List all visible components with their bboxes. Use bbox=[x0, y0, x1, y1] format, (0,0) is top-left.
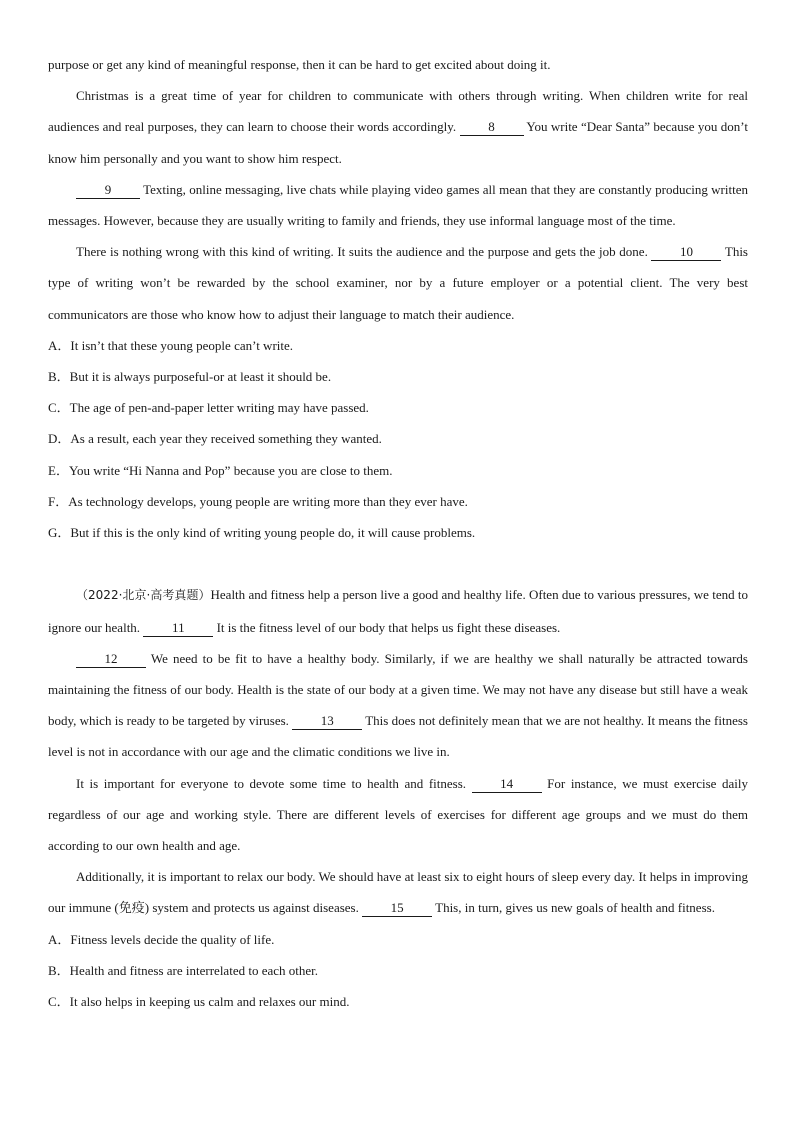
option-a: A．Fitness levels decide the quality of life. bbox=[48, 931, 275, 947]
blank-14[interactable]: 14 bbox=[472, 776, 542, 793]
paragraph-text: It is the fitness level of our body that helps us fight these diseases. bbox=[213, 619, 561, 635]
paragraph-text: This, in turn, gives us new goals of health and fitness. bbox=[432, 900, 715, 916]
option-g: G．But if this is the only kind of writing young people do, it will cause problems. bbox=[48, 525, 476, 541]
paragraph-text: This type of writing won’t be rewarded by the school examiner, nor by a future employer or a potential client. The very best communicators are those who know how to adjust their language to match their audience. bbox=[48, 244, 748, 322]
blank-8[interactable]: 8 bbox=[460, 119, 524, 136]
paragraph-text: Additionally, it is important to relax our body. We should have at least six to eight hours of sleep every day. It helps in improving our immune (免疫) system and protects us against diseases. bbox=[48, 869, 748, 916]
paragraph-text: We need to be fit to have a healthy body. Similarly, if we are healthy we shall naturally be attracted towards maintaining the fitness of our body. Health is the state of our body at a given time. We may not have any disease but still have a weak body, which is ready to be targeted by viruses. bbox=[48, 650, 748, 729]
paragraph-health-intro bbox=[48, 579, 748, 642]
option-b: B．But it is always purposeful-or at least it should be. bbox=[48, 369, 332, 385]
paragraph-continuation: purpose or get any kind of meaningful response, then it can be hard to get excited about doing it. bbox=[48, 57, 551, 72]
option-e: E．You write “Hi Nanna and Pop” because you are close to them. bbox=[48, 462, 393, 478]
paragraph-text: Texting, online messaging, live chats while playing video games all mean that they are constantly producing written messages. However, because they are usually writing to family and friends, they use informal language most of the time. bbox=[48, 181, 748, 229]
option-c: C．The age of pen-and-paper letter writing may have passed. bbox=[48, 400, 369, 416]
option-a: A．It isn’t that these young people can’t write. bbox=[48, 337, 294, 353]
paragraph-text: It is important for everyone to devote some time to health and fitness. bbox=[76, 775, 472, 791]
option-d: D．As a result, each year they received something they wanted. bbox=[48, 431, 382, 447]
blank-10[interactable]: 10 bbox=[651, 244, 721, 261]
section-spacer bbox=[48, 548, 748, 579]
paragraph-relax bbox=[48, 861, 748, 923]
blank-9[interactable]: 9 bbox=[76, 182, 140, 199]
options-list-1 bbox=[48, 330, 748, 548]
blank-11[interactable]: 11 bbox=[143, 620, 213, 637]
blank-15[interactable]: 15 bbox=[362, 900, 432, 917]
paragraph-christmas bbox=[48, 80, 748, 174]
blank-13[interactable]: 13 bbox=[292, 713, 362, 730]
paragraph-fit bbox=[48, 643, 748, 768]
document-page bbox=[48, 49, 748, 1017]
option-c: C．It also helps in keeping us calm and relaxes our mind. bbox=[48, 994, 350, 1010]
question-source: （2022·北京·高考真题） bbox=[76, 588, 211, 603]
options-list-2 bbox=[48, 924, 748, 1018]
paragraph-text: Health and fitness help a person live a good and healthy life. Often due to various pressures, we tend to ignore our health. bbox=[48, 587, 748, 635]
paragraph-text: Christmas is a great time of year for children to communicate with others through writing. When children write for real audiences and real purposes, they can learn to choose their words accordingly. bbox=[48, 88, 748, 135]
paragraph-text: For instance, we must exercise daily regardless of our age and working style. There are different levels of exercises for different age groups and we must do them according to our own health and age. bbox=[48, 775, 748, 854]
blank-12[interactable]: 12 bbox=[76, 651, 146, 668]
paragraph-text: You write “Dear Santa” because you don’t know him personally and you want to show him respect. bbox=[48, 119, 748, 166]
paragraph-text: There is nothing wrong with this kind of writing. It suits the audience and the purpose and gets the job done. bbox=[76, 244, 652, 260]
option-f: F．As technology develops, young people are writing more than they ever have. bbox=[48, 493, 468, 509]
option-b: B．Health and fitness are interrelated to each other. bbox=[48, 962, 319, 978]
paragraph-nothing-wrong bbox=[48, 236, 748, 330]
paragraph-devote-time bbox=[48, 768, 748, 862]
paragraph-text: This does not definitely mean that we are not healthy. It means the fitness level is not in accordance with our age and the climatic conditions we live in. bbox=[48, 713, 748, 760]
paragraph-texting bbox=[48, 174, 748, 236]
